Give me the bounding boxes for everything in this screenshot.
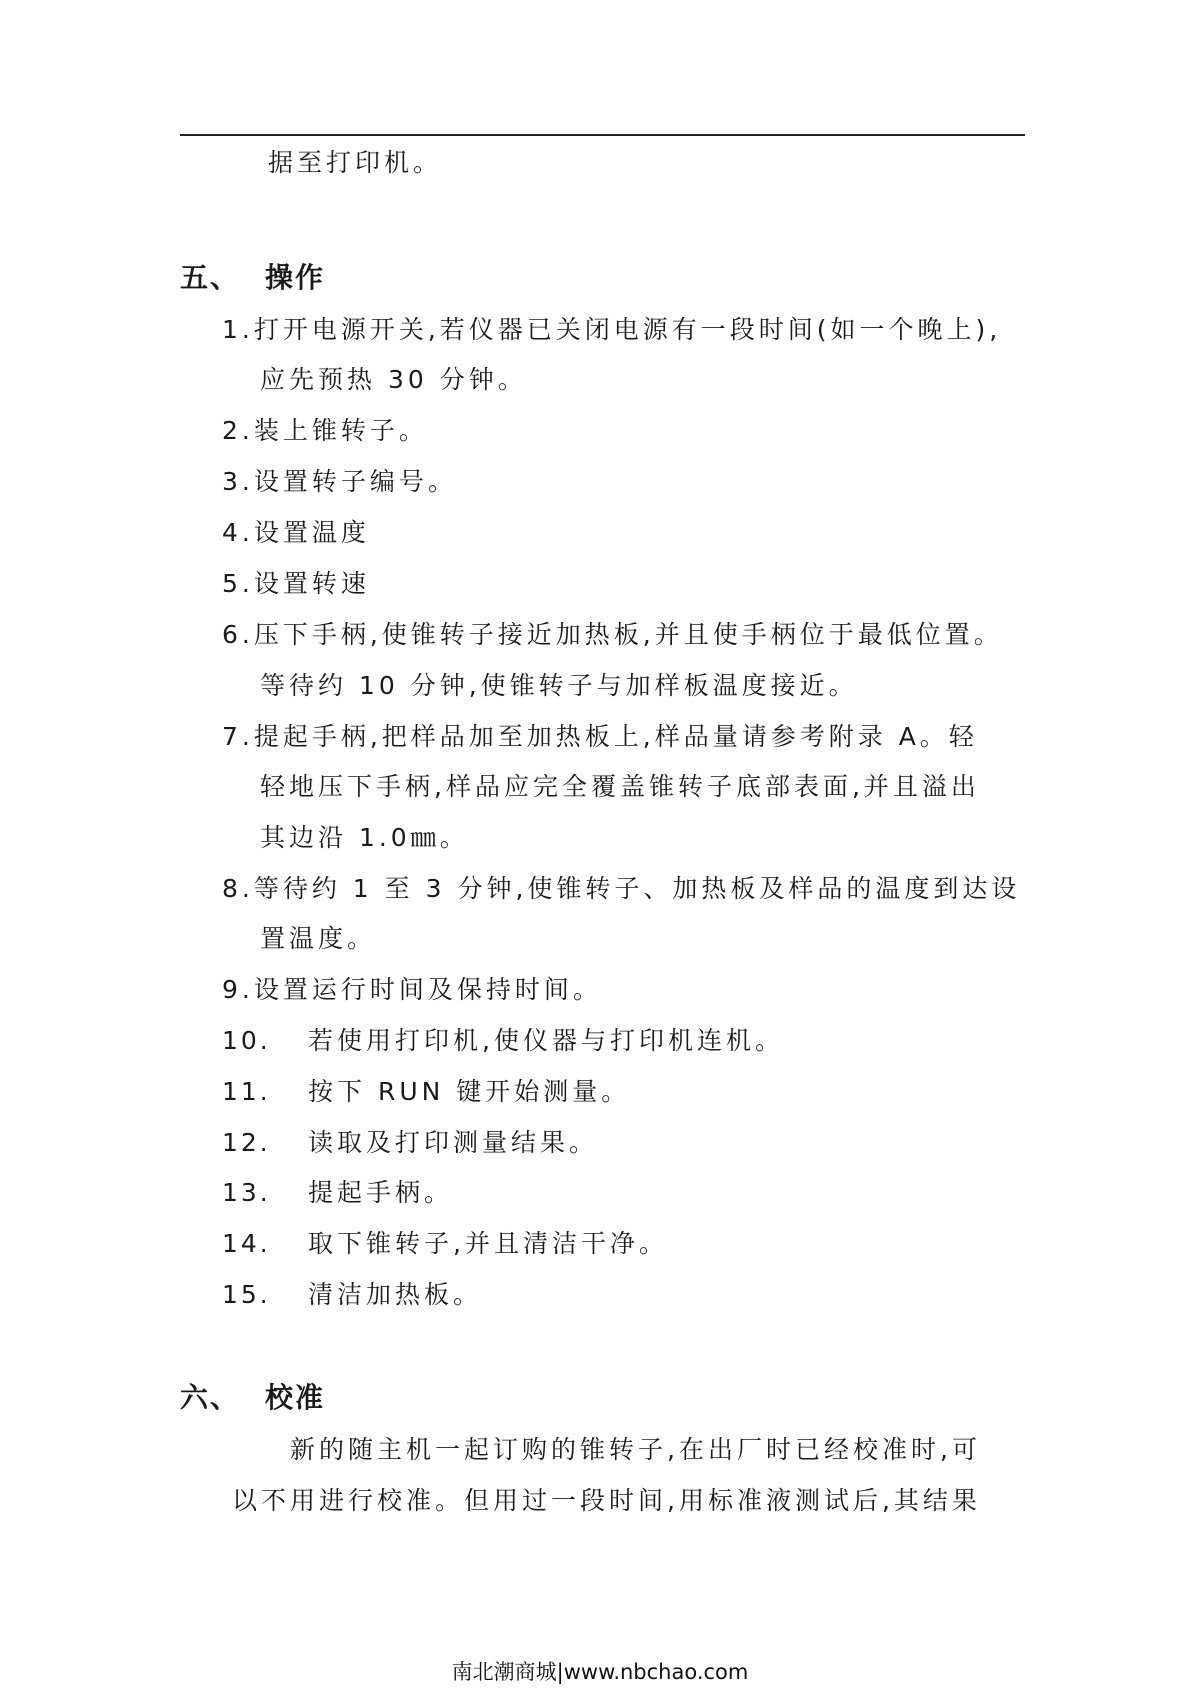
section-title: 操作 [265,261,326,294]
item-number: 5. [222,569,254,598]
list-item [222,518,370,548]
item-text: 清洁加热板。 [308,1280,483,1309]
list-item [222,620,1003,650]
list-item [222,315,1001,345]
item-number: 2. [222,416,254,445]
item-number: 4. [222,518,254,547]
item-number: 9. [222,975,254,1004]
item-text: 设置转子编号。 [253,467,457,496]
section-number: 五、 [180,261,241,294]
item-number: 7. [222,722,254,751]
item-text: 提起手柄,把样品加至加热板上,样品量请参考附录 A。轻 [253,722,978,751]
list-item [222,975,602,1005]
list-item [222,1077,630,1107]
item-number: 1. [222,315,254,344]
item-number: 3. [222,467,254,496]
item-text: 装上锥转子。 [253,416,428,445]
list-item [222,569,370,599]
item-number: 12. [222,1128,271,1157]
item-number: 14. [222,1229,271,1258]
item-text: 取下锥转子,并且清洁干净。 [308,1229,668,1258]
item-continuation: 等待约 10 分钟,使锥转子与加样板温度接近。 [260,671,858,700]
continuation-text: 据至打印机。 [268,148,443,177]
item-number: 10. [222,1026,271,1055]
section-heading-operation [180,262,325,294]
item-continuation: 轻地压下手柄,样品应完全覆盖锥转子底部表面,并且溢出 [260,772,980,801]
item-text: 设置转速 [253,569,370,598]
item-text: 设置运行时间及保持时间。 [253,975,602,1004]
section-title: 校准 [265,1381,326,1414]
section-number: 六、 [180,1381,241,1414]
item-number: 6. [222,620,254,649]
item-text: 打开电源开关,若仪器已关闭电源有一段时间(如一个晚上), [253,315,1002,344]
item-text: 读取及打印测量结果。 [308,1128,599,1157]
item-number: 13. [222,1178,271,1207]
list-item [222,1128,598,1158]
item-text: 若使用打印机,使仪器与打印机连机。 [308,1026,784,1055]
item-continuation: 置温度。 [260,924,377,953]
item-text: 设置温度 [253,518,370,547]
header-rule [180,134,1025,136]
section-heading-calibration [180,1382,325,1414]
paragraph-line: 以不用进行校准。但用过一段时间,用标准液测试后,其结果 [232,1486,981,1515]
list-item [222,1026,784,1056]
item-number: 11. [222,1077,271,1106]
list-item [222,874,1020,904]
paragraph-line: 新的随主机一起订购的锥转子,在出厂时已经校准时,可 [290,1435,981,1464]
list-item [222,1280,482,1310]
item-number: 15. [222,1280,271,1309]
item-continuation: 应先预热 30 分钟。 [260,365,527,394]
list-item [222,1229,668,1259]
footer-watermark: 南北潮商城|www.nbchao.com [451,1660,749,1684]
list-item [222,722,978,752]
item-continuation: 其边沿 1.0㎜。 [260,823,469,852]
list-item [222,1178,453,1208]
item-text: 等待约 1 至 3 分钟,使锥转子、加热板及样品的温度到达设 [253,874,1021,903]
list-item [222,416,428,446]
item-text: 提起手柄。 [308,1178,454,1207]
item-number: 8. [222,874,254,903]
item-text: 压下手柄,使锥转子接近加热板,并且使手柄位于最低位置。 [253,620,1003,649]
item-text: 按下 RUN 键开始测量。 [308,1077,631,1106]
list-item [222,467,457,497]
